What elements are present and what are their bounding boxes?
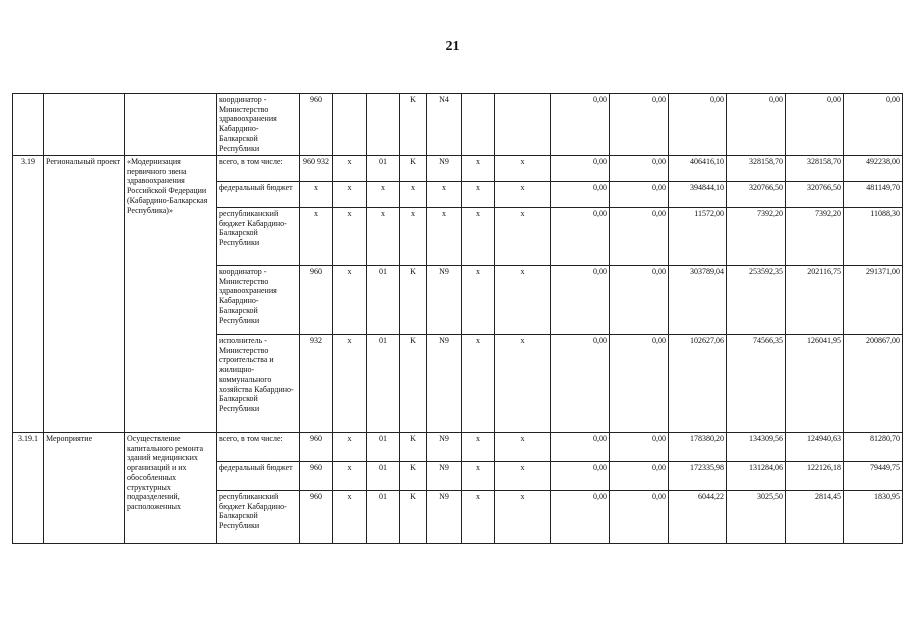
project-code-cell: N9	[427, 266, 462, 335]
item-name-cell: Осуществление капитального ремонта зданий медицинских организаций и их обособленных структурных подразделений, расположенных	[125, 433, 217, 544]
value-year-6-cell: 11088,30	[844, 208, 903, 266]
item-name-cell: «Модернизация первичного звена здравоохранения Российской Федерации (Кабардино-Балкарская Республика)»	[125, 156, 217, 433]
section-code-cell: x	[333, 335, 367, 433]
table-row	[13, 94, 903, 156]
funding-source-cell: всего, в том числе:	[217, 156, 300, 182]
funding-source-cell: исполнитель - Министерство строительства и жилищно-коммунального хозяйства Кабардино-Балкарской Республики	[217, 335, 300, 433]
value-year-6-cell: 79449,75	[844, 462, 903, 491]
value-year-6-cell: 1830,95	[844, 491, 903, 544]
direction-code-cell: x	[462, 266, 495, 335]
value-year-5-cell: 124940,63	[786, 433, 844, 462]
value-year-2-cell: 0,00	[610, 462, 669, 491]
expense-type-cell: x	[495, 208, 551, 266]
item-number-cell: 3.19.1	[13, 433, 44, 544]
value-year-6-cell: 291371,00	[844, 266, 903, 335]
value-year-1-cell: 0,00	[551, 491, 610, 544]
program-code-cell: x	[400, 182, 427, 208]
value-year-4-cell: 134309,56	[727, 433, 786, 462]
value-year-4-cell: 131284,06	[727, 462, 786, 491]
value-year-2-cell: 0,00	[610, 335, 669, 433]
section-code-cell: x	[333, 433, 367, 462]
project-code-cell: x	[427, 208, 462, 266]
grbs-code-cell: 960	[300, 433, 333, 462]
value-year-6-cell: 481149,70	[844, 182, 903, 208]
subsection-code-cell: 01	[367, 335, 400, 433]
value-year-5-cell: 7392,20	[786, 208, 844, 266]
value-year-2-cell: 0,00	[610, 182, 669, 208]
value-year-3-cell: 11572,00	[669, 208, 727, 266]
program-code-cell: K	[400, 462, 427, 491]
value-year-3-cell: 0,00	[669, 94, 727, 156]
value-year-3-cell: 172335,98	[669, 462, 727, 491]
item-number-cell	[13, 94, 44, 156]
value-year-1-cell: 0,00	[551, 156, 610, 182]
subsection-code-cell: x	[367, 182, 400, 208]
budget-table	[12, 93, 903, 544]
table-row	[13, 433, 903, 462]
section-code-cell: x	[333, 491, 367, 544]
expense-type-cell: x	[495, 156, 551, 182]
value-year-2-cell: 0,00	[610, 433, 669, 462]
value-year-6-cell: 492238,00	[844, 156, 903, 182]
value-year-1-cell: 0,00	[551, 182, 610, 208]
program-code-cell: x	[400, 208, 427, 266]
value-year-2-cell: 0,00	[610, 266, 669, 335]
value-year-4-cell: 320766,50	[727, 182, 786, 208]
project-code-cell: N9	[427, 156, 462, 182]
direction-code-cell: x	[462, 433, 495, 462]
expense-type-cell: x	[495, 182, 551, 208]
value-year-2-cell: 0,00	[610, 208, 669, 266]
page-number: 21	[445, 39, 460, 54]
program-code-cell: K	[400, 156, 427, 182]
expense-type-cell: x	[495, 335, 551, 433]
value-year-5-cell: 126041,95	[786, 335, 844, 433]
funding-source-cell: республиканский бюджет Кабардино-Балкарской Республики	[217, 208, 300, 266]
expense-type-cell: x	[495, 433, 551, 462]
direction-code-cell: x	[462, 208, 495, 266]
project-code-cell: x	[427, 182, 462, 208]
direction-code-cell: x	[462, 182, 495, 208]
expense-type-cell	[495, 94, 551, 156]
value-year-1-cell: 0,00	[551, 208, 610, 266]
grbs-code-cell: 960 932	[300, 156, 333, 182]
expense-type-cell: x	[495, 462, 551, 491]
project-code-cell: N9	[427, 491, 462, 544]
subsection-code-cell: 01	[367, 491, 400, 544]
item-type-cell	[44, 94, 125, 156]
section-code-cell: x	[333, 182, 367, 208]
section-code-cell: x	[333, 462, 367, 491]
grbs-code-cell: 960	[300, 94, 333, 156]
project-code-cell: N9	[427, 335, 462, 433]
item-name-cell	[125, 94, 217, 156]
value-year-5-cell: 0,00	[786, 94, 844, 156]
grbs-code-cell: 932	[300, 335, 333, 433]
section-code-cell: x	[333, 266, 367, 335]
value-year-5-cell: 2814,45	[786, 491, 844, 544]
value-year-2-cell: 0,00	[610, 156, 669, 182]
value-year-3-cell: 6044,22	[669, 491, 727, 544]
grbs-code-cell: x	[300, 208, 333, 266]
value-year-1-cell: 0,00	[551, 335, 610, 433]
expense-type-cell: x	[495, 266, 551, 335]
direction-code-cell	[462, 94, 495, 156]
value-year-1-cell: 0,00	[551, 433, 610, 462]
program-code-cell: K	[400, 94, 427, 156]
grbs-code-cell: 960	[300, 462, 333, 491]
value-year-6-cell: 81280,70	[844, 433, 903, 462]
value-year-4-cell: 74566,35	[727, 335, 786, 433]
value-year-5-cell: 320766,50	[786, 182, 844, 208]
item-number-cell: 3.19	[13, 156, 44, 433]
section-code-cell: x	[333, 208, 367, 266]
value-year-3-cell: 178380,20	[669, 433, 727, 462]
funding-source-cell: республиканский бюджет Кабардино-Балкарской Республики	[217, 491, 300, 544]
value-year-1-cell: 0,00	[551, 266, 610, 335]
value-year-1-cell: 0,00	[551, 462, 610, 491]
subsection-code-cell: 01	[367, 156, 400, 182]
subsection-code-cell	[367, 94, 400, 156]
value-year-6-cell: 0,00	[844, 94, 903, 156]
program-code-cell: K	[400, 433, 427, 462]
subsection-code-cell: 01	[367, 462, 400, 491]
direction-code-cell: x	[462, 335, 495, 433]
grbs-code-cell: x	[300, 182, 333, 208]
value-year-4-cell: 0,00	[727, 94, 786, 156]
value-year-4-cell: 7392,20	[727, 208, 786, 266]
project-code-cell: N4	[427, 94, 462, 156]
value-year-1-cell: 0,00	[551, 94, 610, 156]
item-type-cell: Региональный проект	[44, 156, 125, 433]
direction-code-cell: x	[462, 462, 495, 491]
section-code-cell	[333, 94, 367, 156]
grbs-code-cell: 960	[300, 491, 333, 544]
funding-source-cell: координатор - Министерство здравоохранения Кабардино-Балкарской Республики	[217, 266, 300, 335]
value-year-3-cell: 102627,06	[669, 335, 727, 433]
funding-source-cell: федеральный бюджет	[217, 182, 300, 208]
grbs-code-cell: 960	[300, 266, 333, 335]
funding-source-cell: федеральный бюджет	[217, 462, 300, 491]
subsection-code-cell: x	[367, 208, 400, 266]
value-year-3-cell: 406416,10	[669, 156, 727, 182]
subsection-code-cell: 01	[367, 433, 400, 462]
value-year-3-cell: 303789,04	[669, 266, 727, 335]
project-code-cell: N9	[427, 462, 462, 491]
value-year-5-cell: 202116,75	[786, 266, 844, 335]
section-code-cell: x	[333, 156, 367, 182]
funding-source-cell: всего, в том числе:	[217, 433, 300, 462]
program-code-cell: K	[400, 491, 427, 544]
funding-source-cell: координатор - Министерство здравоохранения Кабардино-Балкарской Республики	[217, 94, 300, 156]
expense-type-cell: x	[495, 491, 551, 544]
direction-code-cell: x	[462, 156, 495, 182]
table-row	[13, 156, 903, 182]
program-code-cell: K	[400, 266, 427, 335]
value-year-5-cell: 328158,70	[786, 156, 844, 182]
value-year-4-cell: 253592,35	[727, 266, 786, 335]
direction-code-cell: x	[462, 491, 495, 544]
value-year-4-cell: 3025,50	[727, 491, 786, 544]
program-code-cell: K	[400, 335, 427, 433]
value-year-3-cell: 394844,10	[669, 182, 727, 208]
subsection-code-cell: 01	[367, 266, 400, 335]
value-year-2-cell: 0,00	[610, 491, 669, 544]
item-type-cell: Мероприятие	[44, 433, 125, 544]
value-year-4-cell: 328158,70	[727, 156, 786, 182]
project-code-cell: N9	[427, 433, 462, 462]
value-year-2-cell: 0,00	[610, 94, 669, 156]
value-year-5-cell: 122126,18	[786, 462, 844, 491]
value-year-6-cell: 200867,00	[844, 335, 903, 433]
